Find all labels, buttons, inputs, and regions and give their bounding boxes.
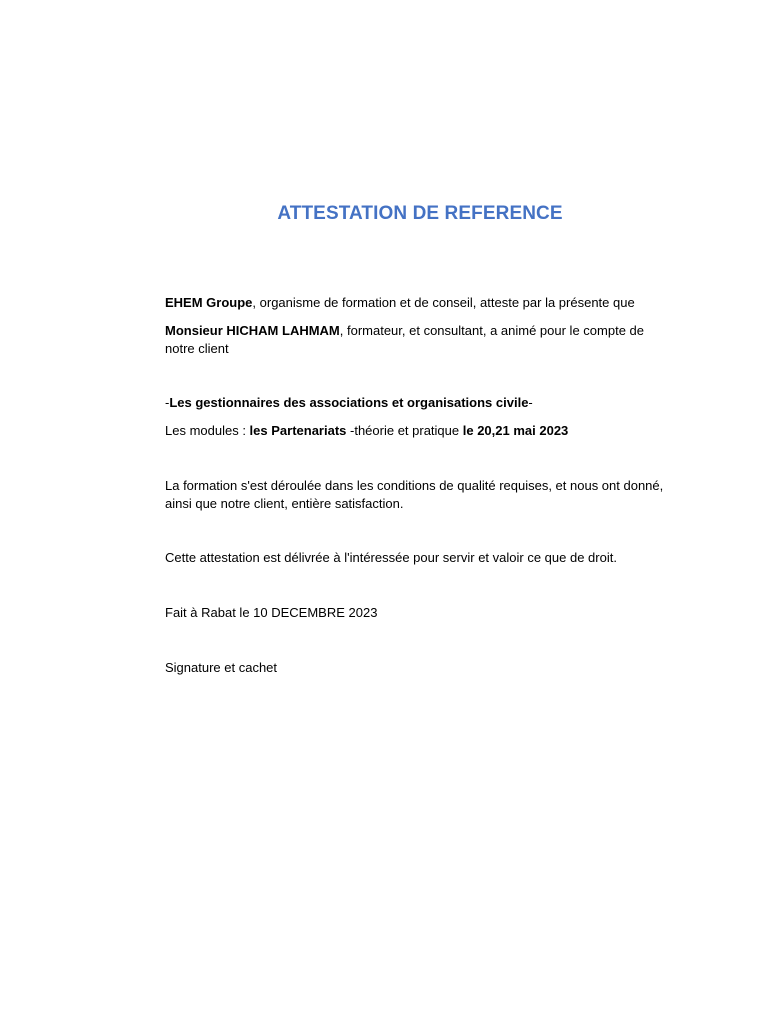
topic-dash-close: - — [528, 395, 533, 410]
paragraph-training-topic — [165, 394, 675, 412]
organization-statement: , organisme de formation et de conseil, atteste par la présente que — [252, 295, 635, 310]
modules-prefix: Les modules : — [165, 423, 250, 438]
document-title: ATTESTATION DE REFERENCE — [277, 203, 563, 224]
signature-label: Signature et cachet — [165, 660, 278, 675]
topic-dash-open: - — [165, 395, 170, 410]
paragraph-trainer — [165, 322, 675, 358]
paragraph-modules — [165, 422, 675, 440]
place-and-date: Fait à Rabat le 10 DECEMBRE 2023 — [165, 605, 378, 620]
module-name: les Partenariats — [249, 423, 347, 438]
paragraph-satisfaction: La formation s'est déroulée dans les conditions de qualité requises, et nous ont donné, ainsi que notre client, entière satisfaction. — [165, 478, 664, 511]
training-topic: Les gestionnaires des associations et organisations civile — [169, 395, 529, 410]
modules-middle: -théorie et pratique — [346, 423, 463, 438]
paragraph-organization — [165, 294, 675, 312]
training-date: le 20,21 mai 2023 — [462, 423, 569, 438]
organization-name: EHEM Groupe — [165, 295, 253, 310]
trainer-statement: , formateur, et consultant, a animé pour le compte de notre client — [165, 323, 644, 356]
trainer-name: Monsieur HICHAM LAHMAM — [165, 323, 340, 338]
paragraph-validity: Cette attestation est délivrée à l'intéressée pour servir et valoir ce que de droit. — [165, 550, 617, 565]
